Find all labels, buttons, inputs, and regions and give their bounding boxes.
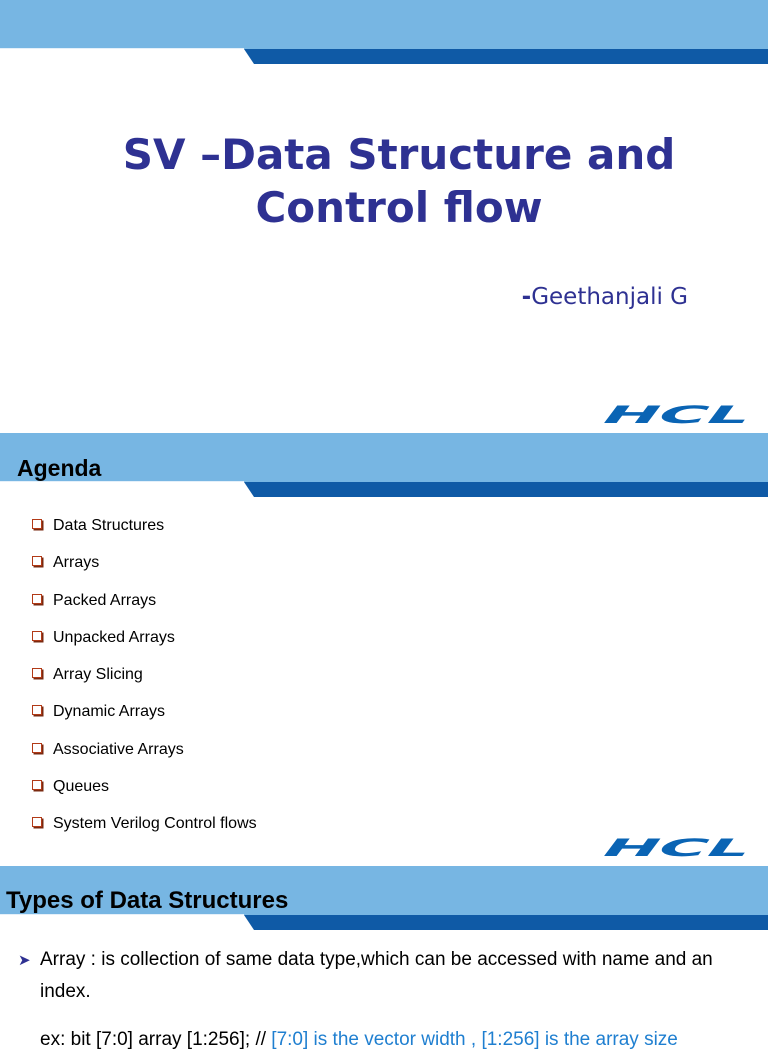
slide-heading: Types of Data Structures: [6, 887, 289, 914]
slide-body: [18, 944, 738, 1056]
agenda-heading: Agenda: [17, 455, 102, 481]
square-bullet-icon: [32, 780, 42, 790]
header-banner: [0, 0, 768, 64]
hcl-logo: [598, 400, 754, 429]
hcl-logo: [598, 833, 754, 862]
list-item: Data Structures: [32, 517, 257, 554]
square-bullet-icon: [32, 668, 42, 678]
list-item: ➤ Array : is collection of same data type,which can be accessed with name and an index.: [18, 944, 738, 1008]
header-banner: [0, 433, 768, 497]
list-item: Dynamic Arrays: [32, 703, 257, 740]
list-item: Array Slicing: [32, 666, 257, 703]
slide-title: [40, 128, 758, 234]
list-item: Arrays: [32, 554, 257, 591]
svg-text:HCL: HCL: [601, 833, 661, 862]
square-bullet-icon: [32, 743, 42, 753]
agenda-list: [32, 517, 257, 853]
title-line-1: SV –Data Structure and: [122, 130, 676, 179]
svg-text:HCL: HCL: [601, 400, 661, 429]
list-item: Packed Arrays: [32, 592, 257, 629]
arrow-bullet-icon: ➤: [18, 952, 31, 969]
code-example: ex: bit [7:0] array [1:256]; // [7:0] is the vector width , [1:256] is the array size: [40, 1029, 678, 1050]
square-bullet-icon: [32, 631, 42, 641]
square-bullet-icon: [32, 556, 42, 566]
title-slide: [0, 0, 768, 433]
square-bullet-icon: [32, 817, 42, 827]
data-structures-slide: [0, 866, 768, 1050]
list-item: Queues: [32, 778, 257, 815]
square-bullet-icon: [32, 594, 42, 604]
agenda-slide: [0, 433, 768, 866]
list-item: Associative Arrays: [32, 741, 257, 778]
square-bullet-icon: [32, 705, 42, 715]
square-bullet-icon: [32, 519, 42, 529]
list-item: Unpacked Arrays: [32, 629, 257, 666]
author-name: -Geethanjali G: [521, 284, 688, 310]
list-item: System Verilog Control flows: [32, 815, 257, 852]
title-line-2: Control flow: [255, 183, 543, 232]
